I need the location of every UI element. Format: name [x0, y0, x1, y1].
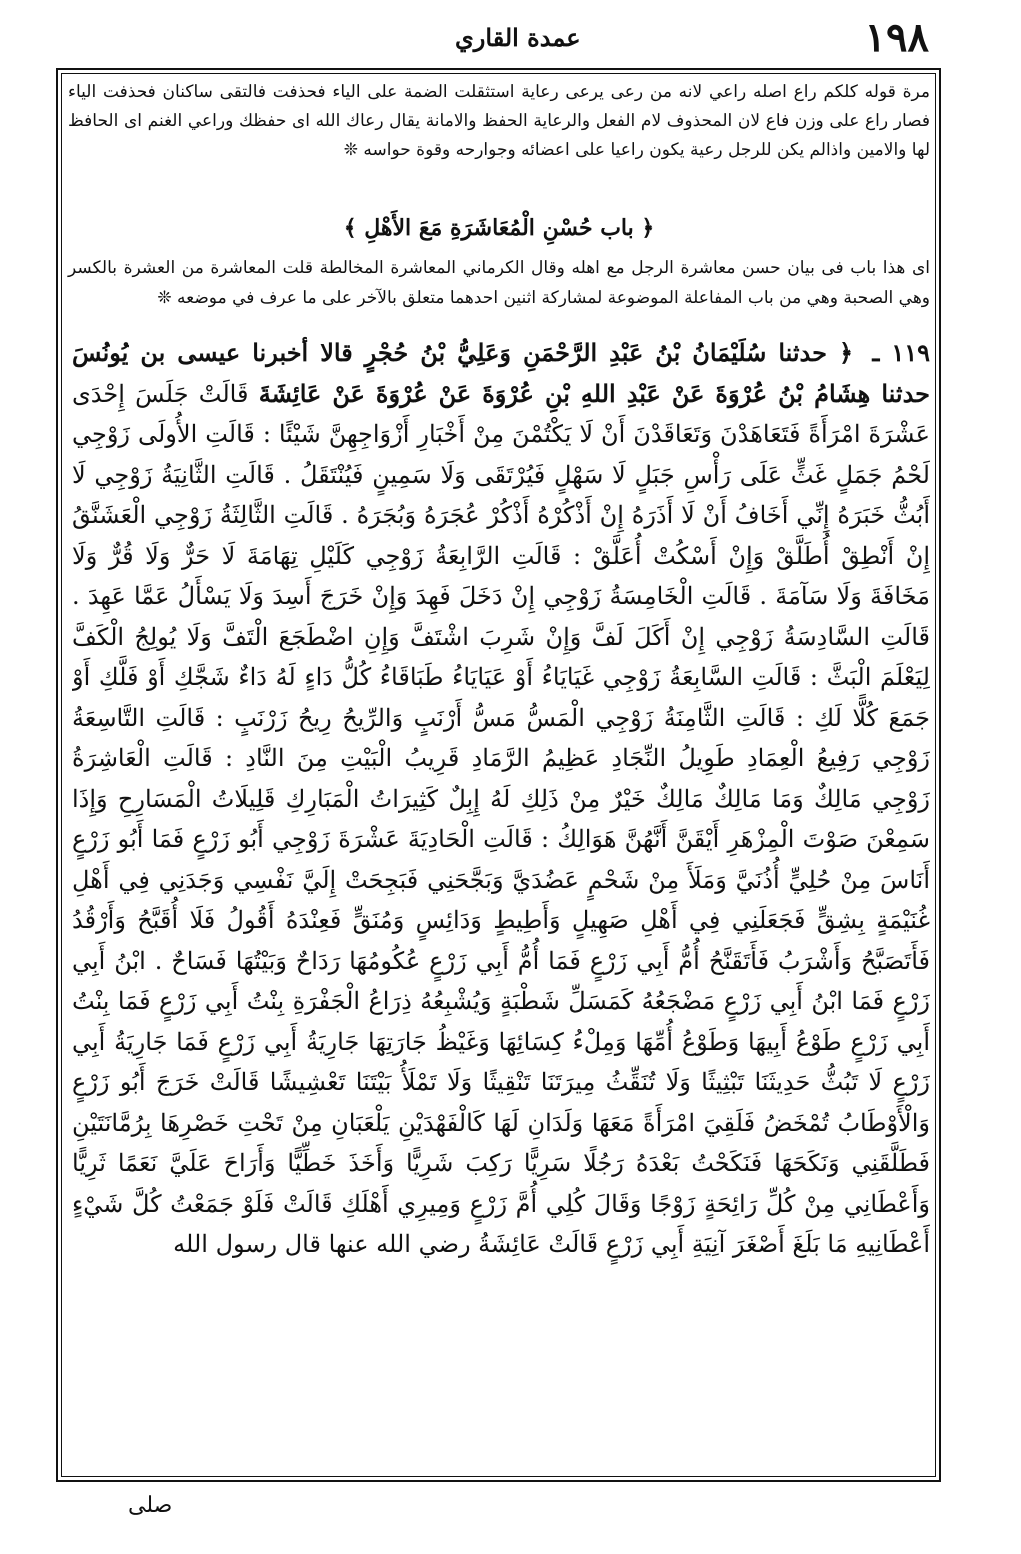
page-header: [0, 12, 1021, 64]
hadith-number: ١١٩ ـ: [872, 338, 930, 367]
running-title: عمدة القاري: [455, 23, 581, 52]
hadith-body: قَالَتْ جَلَسَ إِحْدَى عَشْرَةَ امْرَأَةً فَتَعَاهَدْنَ وَتَعَاقَدْنَ أَنْ لَا يَكْتُمْنَ مِنْ أَخْبَارِ أَزْوَاجِهِنَّ شَيْئًا : قَالَتِ الأُولَى زَوْجِي لَحْمُ جَمَلٍ غَثٍّ عَلَى رَأْسِ جَبَلٍ لَا سَهْلٍ فَيُرْتَقَى وَلَا سَمِينٍ فَيُنْتَقَلُ . قَالَتِ الثَّانِيَةُ زَوْجِي لَا أَبُثُّ خَبَرَهُ إِنِّي أَخَافُ أَنْ لَا أَذَرَهُ إِنْ أَذْكُرْهُ أَذْكُرْ عُجَرَهُ وَبُجَرَهُ . قَالَتِ الثَّالِثَةُ زَوْجِي الْعَشَنَّقُ إِنْ أَنْطِقْ أُطَلَّقْ وَإِنْ أَسْكُتْ أُعَلَّقْ : قَالَتِ الرَّابِعَةُ زَوْجِي كَلَيْلِ تِهَامَةَ لَا حَرٌّ وَلَا قُرٌّ وَلَا مَخَافَةَ وَلَا سَآمَةَ . قَالَتِ الْخَامِسَةُ زَوْجِي إِنْ دَخَلَ فَهِدَ وَإِنْ خَرَجَ أَسِدَ وَلَا يَسْأَلُ عَمَّا عَهِدَ . قَالَتِ السَّادِسَةُ زَوْجِي إِنْ أَكَلَ لَفَّ وَإِنْ شَرِبَ اشْتَفَّ وَإِنِ اضْطَجَعَ الْتَفَّ وَلَا يُولِجُ الْكَفَّ لِيَعْلَمَ الْبَثَّ : قَالَتِ السَّابِعَةُ زَوْجِي غَيَايَاءُ أَوْ عَيَايَاءُ طَبَاقَاءُ كُلُّ دَاءٍ لَهُ دَاءٌ شَجَّكِ أَوْ فَلَّكِ أَوْ جَمَعَ كُلًّا لَكِ : قَالَتِ الثَّامِنَةُ زَوْجِي الْمَسُّ مَسُّ أَرْنَبٍ وَالرِّيحُ رِيحُ زَرْنَبٍ : قَالَتِ التَّاسِعَةُ زَوْجِي رَفِيعُ الْعِمَادِ طَوِيلُ النِّجَادِ عَظِيمُ الرَّمَادِ قَرِيبُ الْبَيْتِ مِنَ النَّادِ : قَالَتِ الْعَاشِرَةُ زَوْجِي مَالِكٌ وَمَا مَالِكٌ مَالِكٌ خَيْرٌ مِنْ ذَلِكِ لَهُ إِبِلٌ كَثِيرَاتُ الْمَبَارِكِ قَلِيلَاتُ الْمَسَارِحِ وَإِذَا سَمِعْنَ صَوْتَ الْمِزْهَرِ أَيْقَنَّ أَنَّهُنَّ هَوَالِكُ : قَالَتِ الْحَادِيَةَ عَشْرَةَ زَوْجِي أَبُو زَرْعٍ فَمَا أَبُو زَرْعٍ أَنَاسَ مِنْ حُلِيٍّ أُذُنَيَّ وَمَلَأَ مِنْ شَحْمٍ عَضُدَيَّ وَبَجَّحَنِي فَبَجِحَتْ إِلَيَّ نَفْسِي وَجَدَنِي فِي أَهْلِ غُنَيْمَةٍ بِشِقٍّ فَجَعَلَنِي فِي أَهْلِ صَهِيلٍ وَأَطِيطٍ وَدَائِسٍ وَمُنَقٍّ فَعِنْدَهُ أَقُولُ فَلَا أُقَبَّحُ وَأَرْقُدُ فَأَتَصَبَّحُ وَأَشْرَبُ فَأَتَقَنَّحُ أُمُّ أَبِي زَرْعٍ فَمَا أُمُّ أَبِي زَرْعٍ عُكُومُهَا رَدَاحٌ وَبَيْتُهَا فَسَاحٌ . ابْنُ أَبِي زَرْعٍ فَمَا ابْنُ أَبِي زَرْعٍ مَضْجَعُهُ كَمَسَلِّ شَطْبَةٍ وَيُشْبِعُهُ ذِرَاعُ الْجَفْرَةِ بِنْتُ أَبِي زَرْعٍ فَمَا بِنْتُ أَبِي زَرْعٍ طَوْعُ أَبِيهَا وَطَوْعُ أُمِّهَا وَمِلْءُ كِسَائِهَا وَغَيْظُ جَارَتِهَا جَارِيَةُ أَبِي زَرْعٍ فَمَا جَارِيَةُ أَبِي زَرْعٍ لَا تَبُثُّ حَدِيثَنَا تَبْثِيثًا وَلَا تُنَقِّثُ مِيرَتَنَا تَنْقِيثًا وَلَا تَمْلَأُ بَيْتَنَا تَعْشِيشًا قَالَتْ خَرَجَ أَبُو زَرْعٍ وَالْأَوْطَابُ تُمْخَضُ فَلَقِيَ امْرَأَةً مَعَهَا وَلَدَانِ لَهَا كَالْفَهْدَيْنِ يَلْعَبَانِ مِنْ تَحْتِ خَصْرِهَا بِرُمَّانَتَيْنِ فَطَلَّقَنِي وَنَكَحَهَا فَنَكَحْتُ بَعْدَهُ رَجُلًا سَرِيًّا رَكِبَ شَرِيًّا وَأَخَذَ خَطِّيًّا وَأَرَاحَ عَلَيَّ نَعَمًا ثَرِيًّا وَأَعْطَانِي مِنْ كُلِّ رَائِحَةٍ زَوْجًا وَقَالَ كُلِي أُمَّ زَرْعٍ وَمِيرِي أَهْلَكِ قَالَتْ فَلَوْ جَمَعْتُ كُلَّ شَيْءٍ أَعْطَانِيهِ مَا بَلَغَ أَصْغَرَ آنِيَةِ أَبِي زَرْعٍ قَالَتْ عَائِشَةُ رضي الله عنها قال رسول الله: [72, 379, 930, 1258]
hadith-chain-of-narration: ﴿ حدثنا سُلَيْمَانُ بْنُ عَبْدِ الرَّحْمَنِ وَعَلِيُّ بْنُ حُجْرٍ قالا أخبرنا عيسى بن يُونُسَ حدثنا هِشَامُ بْنُ عُرْوَةَ عَنْ عَبْدِ اللهِ بْنِ عُرْوَةَ عَنْ عُرْوَةَ عَنْ عَائِشَةَ: [72, 338, 930, 408]
chapter-heading: ﴿ باب حُسْنِ الْمُعَاشَرَةِ مَعَ الأَهْلِ ﴾: [343, 215, 655, 241]
page-number: ١٩٨: [864, 14, 929, 61]
commentary-block: [68, 78, 930, 165]
commentary-text: مرة قوله كلكم راع اصله راعي لانه من رعى يرعى رعاية استثقلت الضمة على الياء فحذفت فالتقى ساكنان فحذفت الياء فصار راع على وزن فاع لان المحذوف لام الفعل والرعاية الحفظ والامانة يقال رعاك الله اى حفظك وراعي الغنم اى الحافظ لها والامين واذالم يكن للرجل رعية يكون راعيا على اعضائه وجوارحه وقوة حواسه ❊: [68, 82, 930, 160]
catchword: صلى: [128, 1493, 173, 1518]
hadith-text: [72, 333, 930, 1265]
chapter-intro-text: اى هذا باب فى بيان حسن معاشرة الرجل مع اهله وقال الكرماني المعاشرة المخالطة قلت المعاشرة من العشرة بالكسر وهي الصحبة وهي من باب المفاعلة الموضوعة لمشاركة اثنين احدهما متعلق بالآخر على ما عرف في موضعه ❊: [68, 258, 930, 308]
hadith-block: [72, 333, 930, 1473]
chapter-intro: [68, 253, 930, 313]
